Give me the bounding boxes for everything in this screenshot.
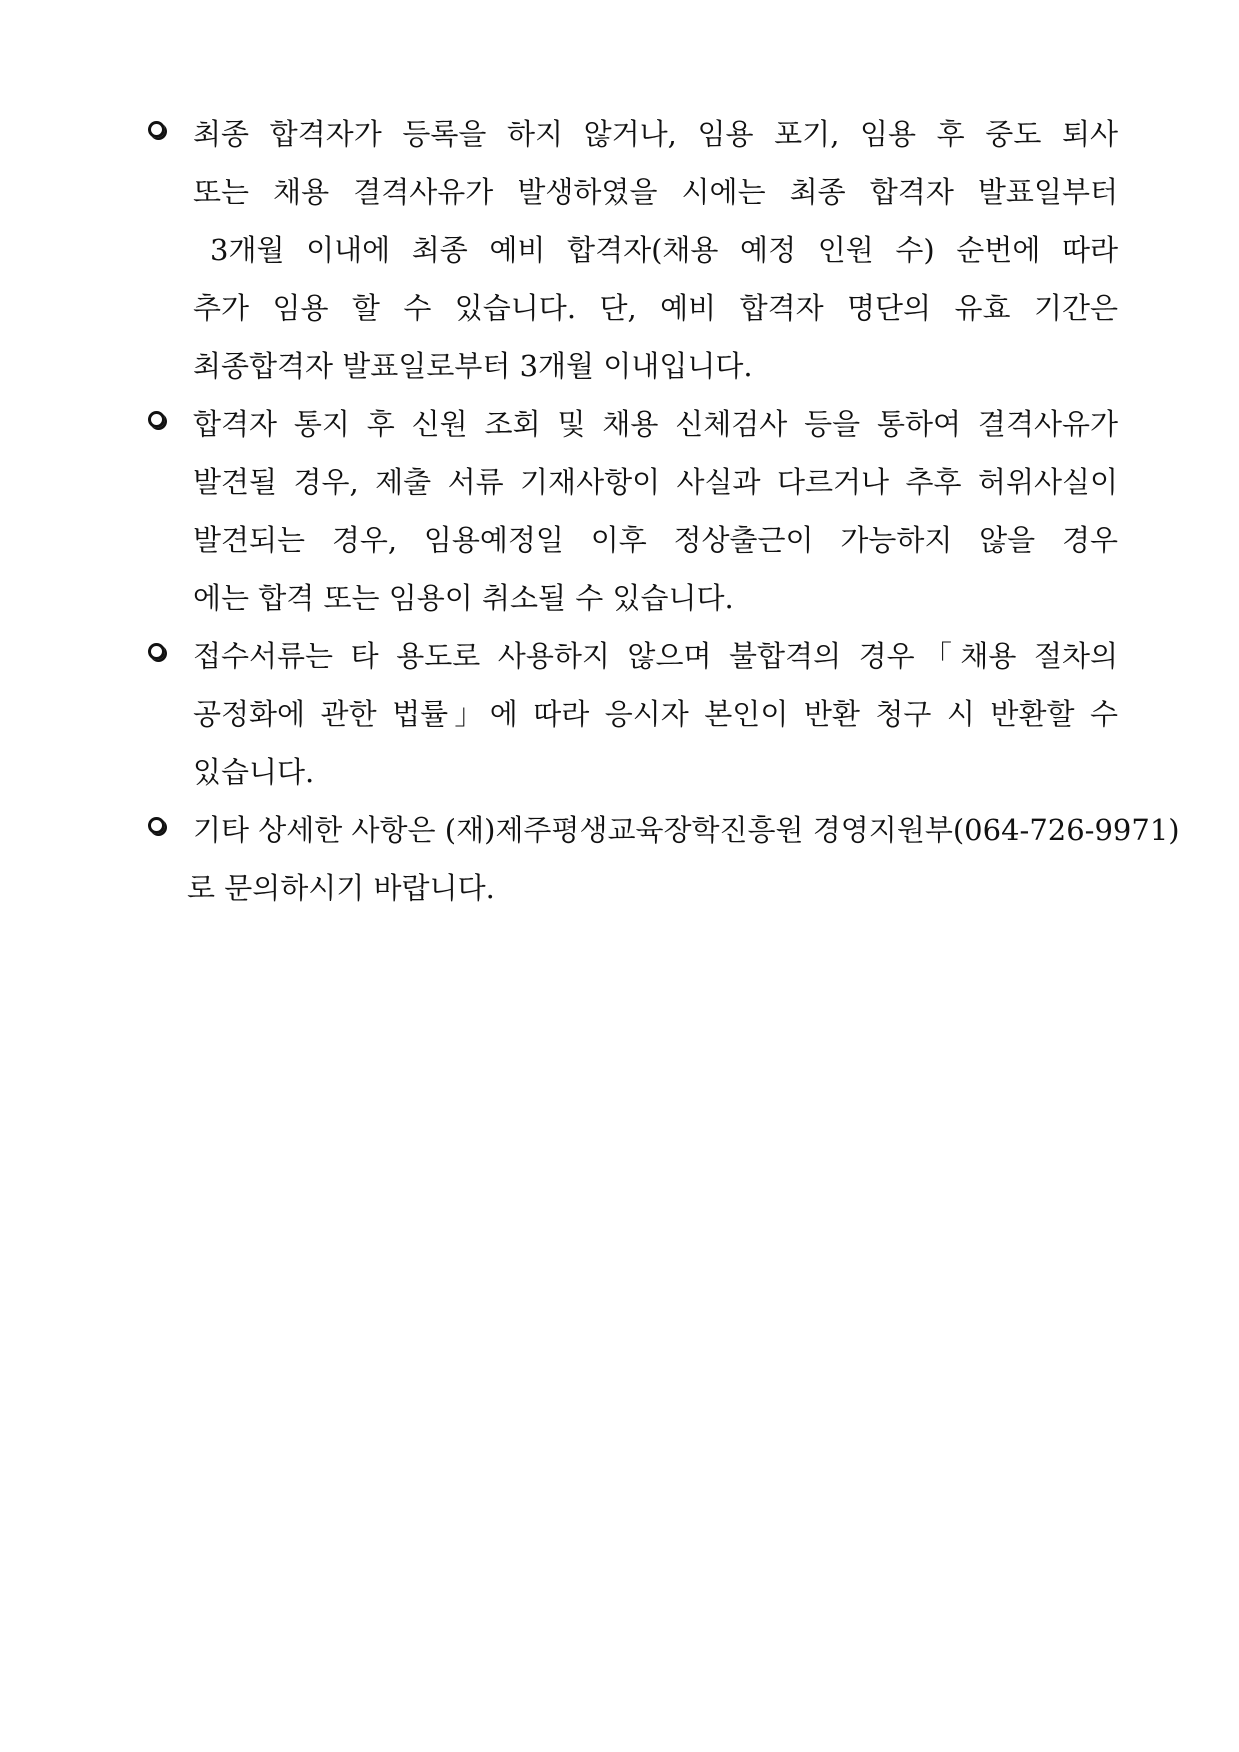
notice-line: 발견되는 경우, 임용예정일 이후 정상출근이 가능하지 않을 경우 [193,523,1118,557]
notice-line: 있습니다. [193,755,315,789]
notice-item-disqualification [148,395,1118,627]
notice-line: 공정화에 관한 법률」에 따라 응시자 본인이 반환 청구 시 반환할 수 [193,697,1118,731]
notice-line: 로 문의하시기 바랍니다. [187,871,495,905]
notice-line: 발견될 경우, 제출 서류 기재사항이 사실과 다르거나 추후 허위사실이 [193,465,1118,499]
circle-bullet-icon [148,817,165,834]
circle-bullet-icon [148,411,165,428]
notice-item-final-pass [148,105,1118,395]
notice-line: 에는 합격 또는 임용이 취소될 수 있습니다. [193,581,734,615]
notice-line: 3개월 이내에 최종 예비 합격자(채용 예정 인원 수) 순번에 따라 [210,233,1118,267]
notice-list [148,105,1180,917]
notice-line: 추가 임용 할 수 있습니다. 단, 예비 합격자 명단의 유효 기간은 [193,291,1118,325]
circle-bullet-icon [148,643,165,660]
notice-line: 기타 상세한 사항은 (재)제주평생교육장학진흥원 경영지원부(064-726-9971) [193,813,1180,847]
notice-line: 합격자 통지 후 신원 조회 및 채용 신체검사 등을 통하여 결격사유가 [193,407,1118,441]
notice-item-contact [148,801,1180,917]
notice-line: 최종 합격자가 등록을 하지 않거나, 임용 포기, 임용 후 중도 퇴사 [193,117,1118,151]
notice-line: 최종합격자 발표일로부터 3개월 이내입니다. [193,349,753,383]
circle-bullet-icon [148,121,165,138]
notice-line: 또는 채용 결격사유가 발생하였을 시에는 최종 합격자 발표일부터 [193,175,1118,209]
notice-item-documents [148,627,1118,801]
notice-line: 접수서류는 타 용도로 사용하지 않으며 불합격의 경우「채용 절차의 [193,639,1118,673]
